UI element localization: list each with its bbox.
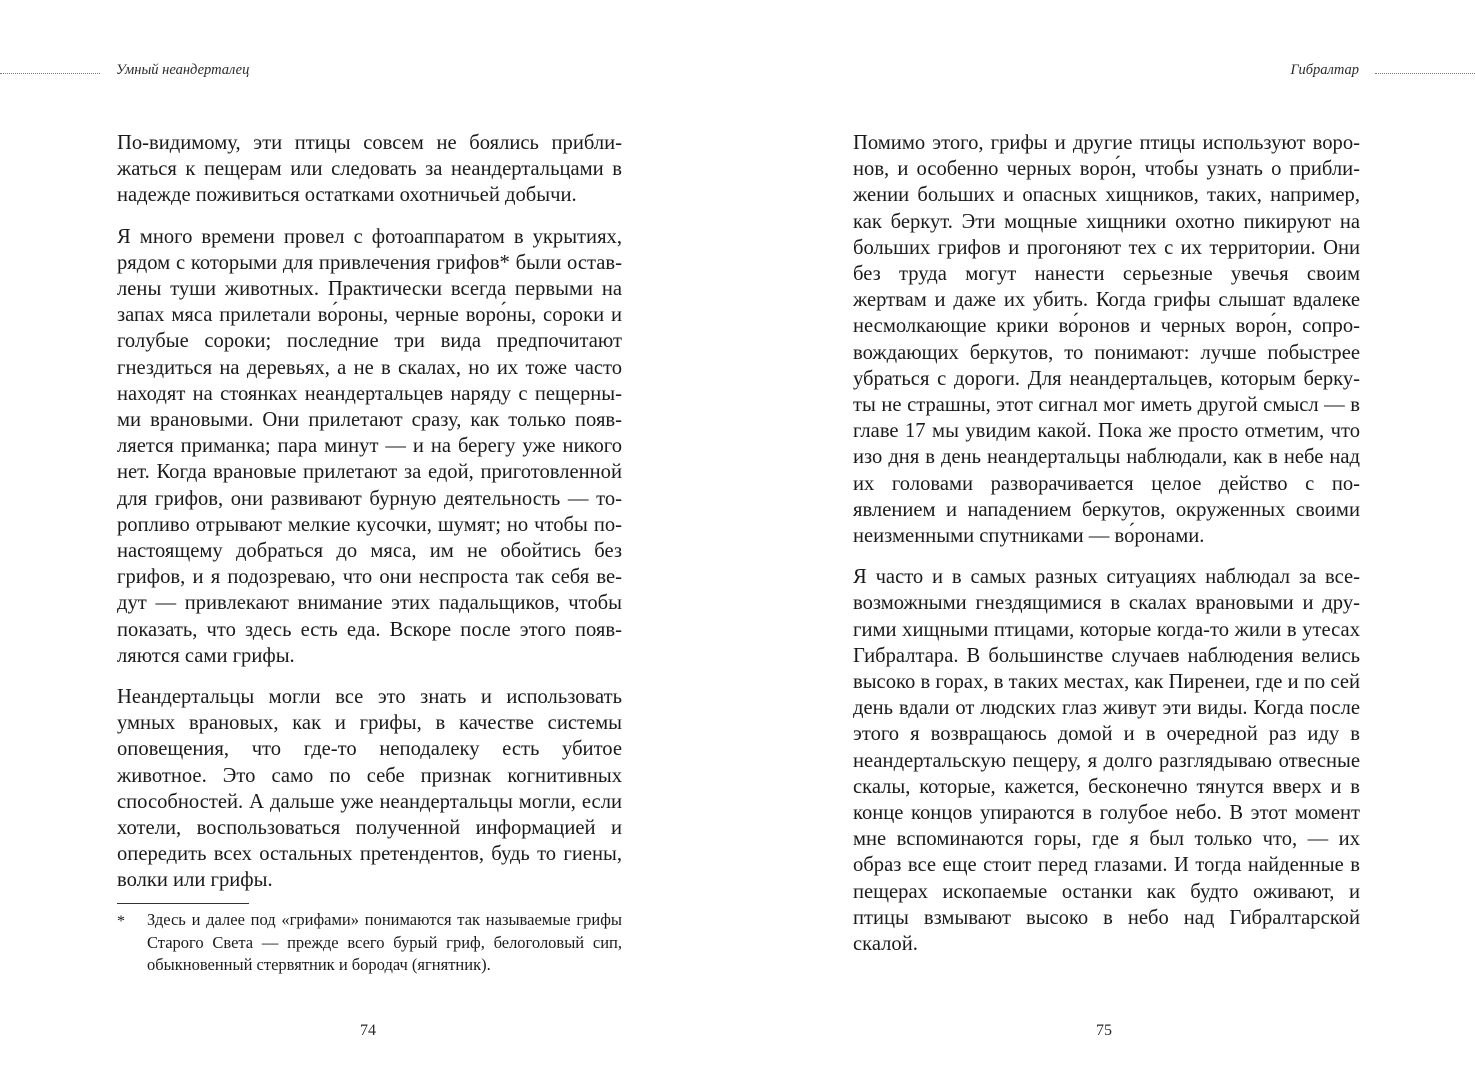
running-head-title: Гибралтар <box>1290 62 1359 78</box>
dotted-leader <box>1375 73 1475 74</box>
paragraph: Я много времени провел с фотоаппаратом в укрытиях, рядом с которыми для привлечения грифов* были оставлены туши животных. Практически всегда первыми на запах мяса прилетали во́роны, черные воро́ны, сороки и голубые сороки; последние три вида предпочитают гнездиться на деревьях, а не в скалах, но их тоже часто находят на стоянках неандертальцев наряду с пещерными врановыми. Они прилетают сразу, как только появляется приманка; пара минут — и на берегу уже никого нет. Когда врановые прилетают за едой, приготовленной для грифов, они развивают бурную деятельность — торопливо отрывают мелкие кусочки, шумят; но чтобы по-настоящему добраться до мяса, им не обойтись без грифов, и я подозреваю, что они неспроста так себя ведут — привлекают внимание этих падальщиков, чтобы показать, что здесь есть еда. Вскоре после этого появляются сами грифы. <box>117 225 622 667</box>
footnote <box>117 909 622 977</box>
page-number: 75 <box>1096 1022 1112 1039</box>
body-text <box>117 130 622 894</box>
footnote-text: Здесь и далее под «грифами» понимаются так называемые грифы Старого Света — прежде всего бурый гриф, белоголовый сип, обыкновенный стервятник и бородач (ягнятник). <box>147 910 622 974</box>
footnote-rule <box>117 903 249 904</box>
paragraph: Я часто и в самых разных ситуациях наблюдал за всевозможными гнездящимися в скалах врановыми и другими хищными птицами, которые когда-то жили в утесах Гибралтара. В большинстве случаев наблюдения велись высоко в горах, в таких местах, как Пиренеи, где и по сей день вдали от людских глаз живут эти виды. Когда после этого я возвращаюсь домой и в очередной раз иду в неандертальскую пещеру, я долго разглядываю отвесные скалы, которые, кажется, бесконечно тянутся вверх и в конце концов упираются в голубое небо. В этот момент мне вспоминаются горы, где я был только что, — их образ все еще стоит перед глазами. И тогда найденные в пещерах ископаемые останки как будто оживают, и птицы взмывают высоко в небо над Гибралтарской скалой. <box>853 566 1360 956</box>
dotted-leader <box>0 73 100 74</box>
running-head-title: Умный неандерталец <box>116 62 250 78</box>
body-text <box>853 130 1360 957</box>
paragraph: По-видимому, эти птицы совсем не боялись приближаться к пещерам или следовать за неандертальцами в надежде поживиться остатками охотничьей добычи. <box>117 132 622 207</box>
running-head-right <box>1291 62 1475 79</box>
right-page <box>738 0 1475 1080</box>
paragraph: Помимо этого, грифы и другие птицы используют воронов, и особенно черных воро́н, чтобы узнать о приближении больших и опасных хищников, таких, например, как беркут. Эти мощные хищники охотно пикируют на больших грифов и прогоняют тех с их территории. Они без труда могут нанести серьезные увечья своим жертвам и даже их убить. Когда грифы слышат вдалеке несмолкающие крики во́ронов и черных воро́н, сопровождающих беркутов, то понимают: лучше побыстрее убраться с дороги. Для неандертальцев, которым беркуты не страшны, этот сигнал мог иметь другой смысл — в главе 17 мы увидим какой. Пока же просто отметим, что изо дня в день неандертальцы наблюдали, как в небе над их головами разворачивается целое действо с появлением и нападением беркутов, окруженных своими неизменными спутниками — во́ронами. <box>853 132 1360 548</box>
running-head-left <box>0 62 249 79</box>
footnote-mark: * <box>117 913 125 930</box>
paragraph: Неандертальцы могли все это знать и использовать умных врановых, как и грифы, в качестве системы оповещения, что где-то неподалеку есть убитое животное. Это само по себе признак когнитивных способностей. А дальше уже неандертальцы могли, если хотели, воспользоваться полученной информацией и опередить всех остальных претендентов, будь то гиены, волки или грифы. <box>117 686 622 892</box>
page-number: 74 <box>360 1022 376 1039</box>
left-page <box>0 0 737 1080</box>
